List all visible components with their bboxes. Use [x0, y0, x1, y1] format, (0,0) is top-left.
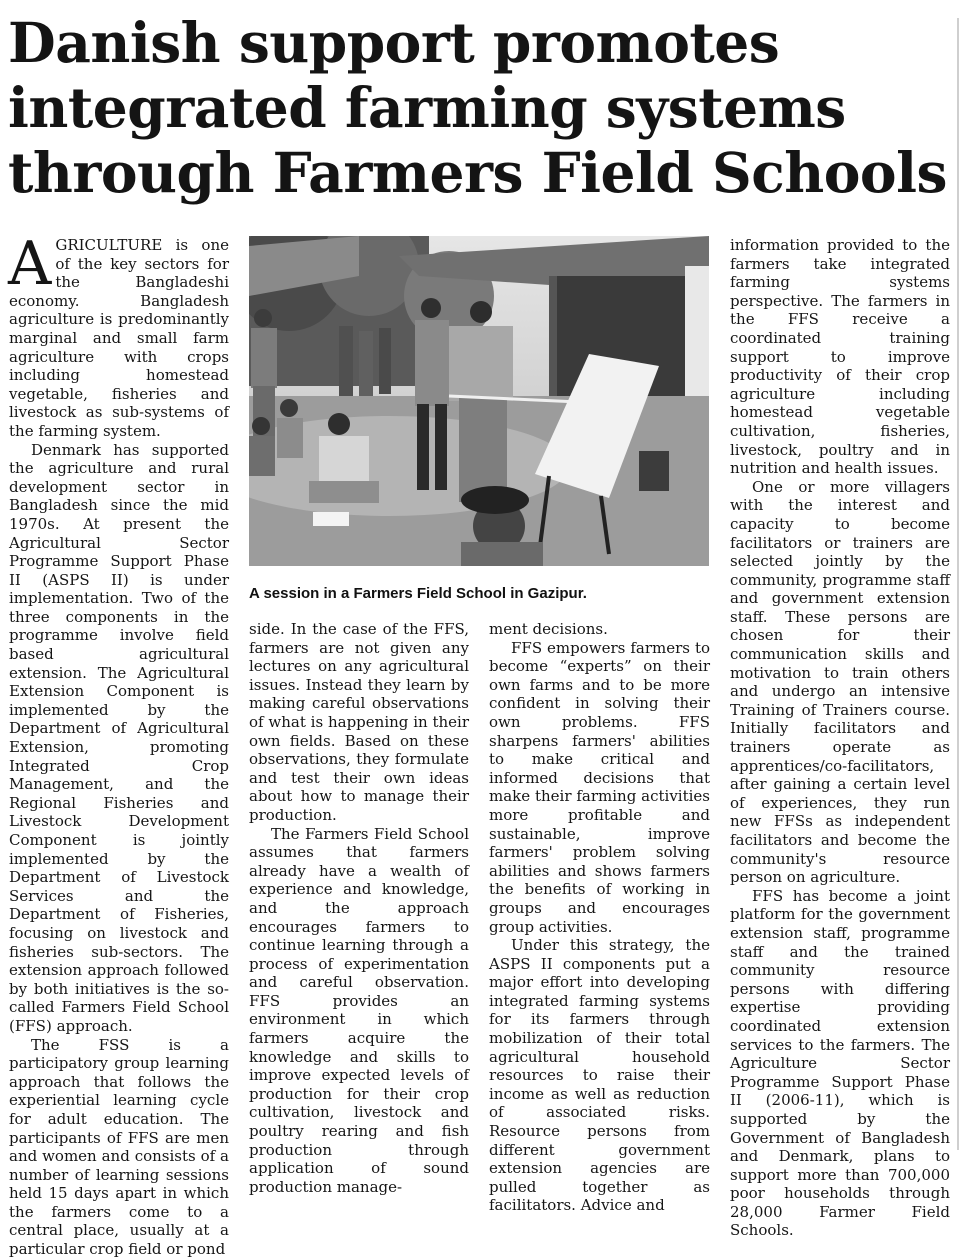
paragraph: Under this strategy, the ASPS II components put a major effort into developing integrated farming systems for its farmers through mobilization of their total agricultural household resources to raise their income as well as reduction of associated risks. Resource persons from different government extension agencies are pulled together as facilitators. Advice and [489, 936, 710, 1215]
article-column-2 [249, 620, 469, 1196]
paragraph-text: GRICULTURE is one of the key sectors for the Bangladeshi economy. Bangladesh agriculture is predominantly marginal and small farm agriculture with crops including homestead vegetable, fisheries and livestock as sub-systems of the farming system. [9, 236, 229, 440]
paragraph: The FSS is a participatory group learning approach that follows the experiential learning cycle for adult education. The participants of FFS are men and women and consists of a number of learning sessions held 15 days apart in which the farmers come to a central place, usually at a particular crop field or pond [9, 1035, 229, 1259]
paragraph: FFS has become a joint platform for the government extension staff, programme staff and the trained community resource persons with differing expertise providing coordinated extension services to the farmers. The Agriculture Sector Programme Support Phase II (2006-11), which is supported by the Government of Bangladesh and Denmark, plans to support more than 700,000 poor households through 28,000 Farmer Field Schools. [730, 886, 950, 1240]
paragraph: One or more villagers with the interest and capacity to become facilitators or trainers are selected jointly by the community, programme staff and government extension staff. These persons are chosen for their communication skills and motivation to train others and undergo an intensive Training of Trainers course. Initially facilitators and trainers operate as apprentices/co-facilitators, after gaining a certain level of experiences, they run new FFSs as independent facilitators and become the community's resource person on agriculture. [730, 477, 950, 887]
drop-cap: A [8, 229, 52, 299]
article-photo [249, 236, 709, 566]
paragraph: Denmark has supported the agriculture and rural development sector in Bangladesh since the mid 1970s. At present the Agricultural Sector Programme Support Phase II (ASPS II) is under implementation. Two of the three components in the programme involve field based agricultural extension. The Agricultural Extension Component is implemented by the Department of Agricultural Extension, promoting Integrated Crop Management, and the Regional Fisheries and Livestock Development Component is jointly implemented by the Department of Livestock Services and the Department of Fisheries, focusing on livestock and fisheries sub-sectors. The extension approach followed by both initiatives is the so-called Farmers Field School (FFS) approach. [9, 440, 229, 1035]
paragraph: FFS empowers farmers to become “experts” on their own farms and to be more confident in solving their own problems. FFS sharpens farmers' abilities to make critical and informed decisions that make their farming activities more profitable and sustainable, improve farmers' problem solving abilities and shows farmers the benefits of working in groups and encourages group activities. [489, 638, 710, 936]
headline [8, 10, 948, 205]
paragraph: information provided to the farmers take integrated farming systems perspective. The farmers in the FFS receive a coordinated training support to improve productivity of their crop agriculture including homestead vegetable cultivation, fisheries, livestock, poultry and in nutrition and health issues. [730, 236, 950, 478]
paragraph: The Farmers Field School assumes that farmers already have a wealth of experience and knowledge, and the approach encourages farmers to continue learning through a process of experimentation and careful observation. FFS provides an environment in which farmers acquire the knowledge and skills to improve expected levels of production for their crop cultivation, livestock and poultry rearing and fish production through application of sound production manage- [249, 824, 469, 1196]
article-column-4 [730, 236, 950, 1240]
paragraph: ment decisions. [489, 620, 608, 638]
headline-line: through Farmers Field Schools [8, 140, 947, 205]
paragraph: side. In the case of the FFS, farmers are not given any lectures on any agricultural issues. Instead they learn by making careful observations of what is happening in their own fields. Based on these observations, they formulate and test their own ideas about how to manage their production. [249, 620, 469, 824]
headline-line: Danish support promotes [8, 10, 780, 75]
farmers-field-school-photo [249, 236, 709, 566]
article-column-1 [8, 229, 229, 1259]
headline-line: integrated farming systems [8, 75, 846, 140]
paragraph [8, 229, 229, 441]
photo-caption: A session in a Farmers Field School in Gazipur. [249, 585, 587, 602]
article-column-3 [489, 620, 710, 1215]
